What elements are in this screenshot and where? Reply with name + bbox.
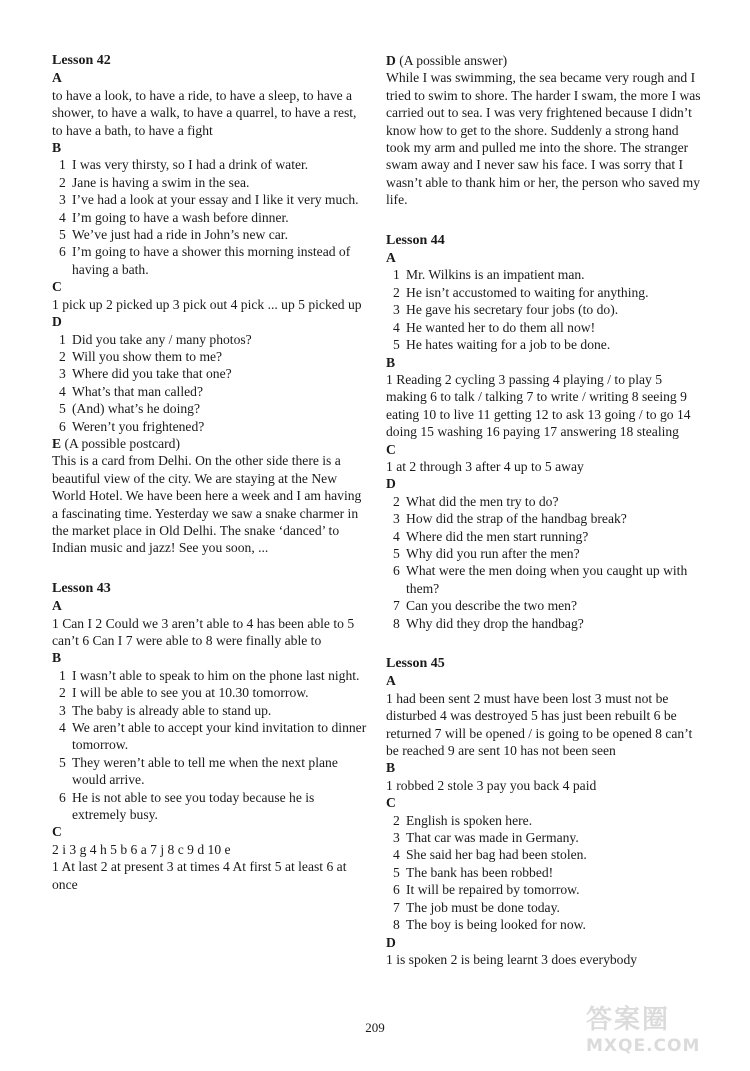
item-number: 4	[59, 720, 66, 736]
item-text: We’ve just had a ride in John’s new car.	[72, 227, 288, 243]
item-number: 8	[393, 615, 400, 631]
lesson-44-a-list	[386, 266, 704, 353]
item-number: 2	[59, 174, 66, 190]
lesson-45-b-text: 1 robbed 2 stole 3 pay you back 4 paid	[386, 777, 597, 793]
lesson-43-c-line2: 1 At last 2 at present 3 at times 4 At first 5 at least 6 at once	[52, 859, 347, 892]
list-item	[52, 174, 370, 191]
section-d-label: D	[52, 314, 62, 330]
item-text: Jane is having a swim in the sea.	[72, 174, 250, 190]
item-text: What’s that man called?	[72, 383, 203, 399]
list-item	[386, 881, 704, 898]
section-e-note: (A possible postcard)	[61, 435, 181, 451]
list-item	[386, 829, 704, 846]
item-number: 5	[393, 864, 400, 880]
section-e-header	[52, 435, 370, 452]
lesson-43-d-text: While I was swimming, the sea became very rough and I tried to swim to shore. The harder I swam, the more I was carried out to sea. I was very frightened because I didn’t know how to get to the shore. Suddenly a strong hand took my arm and pulled me into the shore. The stranger swam away and I never saw his face. I was sorry that I wasn’t able to thank him or her, the person who saved my life.	[386, 70, 701, 208]
list-item	[52, 226, 370, 243]
item-text: The job must be done today.	[406, 899, 560, 915]
lesson-43-title: Lesson 43	[52, 580, 111, 596]
item-text: I was very thirsty, so I had a drink of water.	[72, 157, 309, 173]
item-number: 1	[59, 331, 66, 347]
section-d-label: D	[386, 476, 396, 492]
item-text: He isn’t accustomed to waiting for anything.	[406, 284, 649, 300]
list-item	[52, 667, 370, 684]
list-item	[52, 684, 370, 701]
lesson-42-e-text: This is a card from Delhi. On the other side there is a beautiful view of the city. We are staying at the New World Hotel. We have been here a week and I am having a fascinating time. Yesterday we saw a snake charmer in the market place in Old Delhi. The snake ‘danced’ to Indian music and jazz! See you soon, ...	[52, 453, 362, 556]
lesson-45-d-text: 1 is spoken 2 is being learnt 3 does everybody	[386, 951, 638, 967]
list-item	[52, 400, 370, 417]
item-number: 6	[393, 882, 400, 898]
item-text: He wanted her to do them all now!	[406, 319, 596, 335]
lesson-42-a-text: to have a look, to have a ride, to have a sleep, to have a shower, to have a walk, to have a quarrel, to have a rest, to have a bath, to have a fight	[52, 87, 357, 138]
item-number: 2	[59, 685, 66, 701]
list-item	[386, 493, 704, 510]
list-item	[52, 156, 370, 173]
item-text: She said her bag had been stolen.	[406, 847, 587, 863]
section-d-label: D	[386, 53, 396, 68]
item-text: He is not able to see you today because he is extremely busy.	[72, 789, 315, 823]
lesson-44-title: Lesson 44	[386, 232, 445, 248]
list-item	[52, 754, 370, 789]
lesson-42-b-list	[52, 156, 370, 278]
list-item	[52, 789, 370, 824]
item-number: 4	[393, 847, 400, 863]
item-number: 6	[59, 789, 66, 805]
section-b-label: B	[52, 140, 62, 156]
list-item	[52, 719, 370, 754]
item-text: Mr. Wilkins is an impatient man.	[406, 267, 585, 283]
list-item	[386, 284, 704, 301]
item-number: 3	[393, 302, 400, 318]
item-number: 6	[59, 418, 66, 434]
lesson-42-c-text: 1 pick up 2 picked up 3 pick out 4 pick ... up 5 picked up	[52, 296, 362, 312]
lesson-44-c-text: 1 at 2 through 3 after 4 up to 5 away	[386, 458, 584, 474]
section-c-label: C	[52, 824, 62, 840]
item-number: 3	[393, 830, 400, 846]
lesson-44-b-text: 1 Reading 2 cycling 3 passing 4 playing / to play 5 making 6 to talk / talking 7 to write / writing 8 seeing 9 eating 10 to live 11 getting 12 to ask 13 going / to go 14 doing 15 washing 16 paying 17 answering 18 stealing	[386, 371, 691, 440]
list-item	[386, 562, 704, 597]
item-number: 8	[393, 917, 400, 933]
section-b-label: B	[386, 760, 396, 776]
watermark-top: 答案圈	[586, 1005, 671, 1035]
list-item	[386, 597, 704, 614]
section-c-label: C	[52, 279, 62, 295]
list-item	[386, 301, 704, 318]
item-number: 4	[59, 383, 66, 399]
list-item	[386, 615, 704, 632]
item-text: I’m going to have a shower this morning instead of having a bath.	[72, 244, 351, 277]
lesson-44-d-list	[386, 493, 704, 632]
item-number: 5	[59, 227, 66, 243]
item-text: Will you show them to me?	[72, 348, 223, 364]
list-item	[386, 916, 704, 933]
list-item	[386, 846, 704, 863]
section-b-label: B	[386, 354, 396, 370]
item-number: 4	[393, 319, 400, 335]
item-number: 5	[393, 337, 400, 353]
item-number: 7	[393, 899, 400, 915]
item-text: English is spoken here.	[406, 812, 533, 828]
item-number: 3	[59, 702, 66, 718]
section-a-label: A	[386, 250, 396, 266]
list-item	[52, 383, 370, 400]
right-column	[386, 52, 704, 968]
item-number: 2	[393, 284, 400, 300]
list-item	[386, 510, 704, 527]
item-number: 3	[59, 192, 66, 208]
section-d-note: (A possible answer)	[395, 53, 508, 68]
item-number: 3	[59, 366, 66, 382]
section-c-label: C	[386, 795, 396, 811]
section-a-label: A	[52, 598, 62, 614]
item-text: Can you describe the two men?	[406, 598, 578, 614]
lesson-42-d-list	[52, 331, 370, 435]
item-text: Why did you run after the men?	[406, 545, 580, 561]
item-number: 2	[393, 812, 400, 828]
item-number: 1	[393, 267, 400, 283]
item-text: That car was made in Germany.	[406, 830, 579, 846]
section-e-label: E	[52, 435, 62, 451]
item-text: I will be able to see you at 10.30 tomorrow.	[72, 685, 309, 701]
item-text: He gave his secretary four jobs (to do).	[406, 302, 619, 318]
item-text: The bank has been robbed!	[406, 864, 554, 880]
list-item	[52, 365, 370, 382]
section-a-label: A	[386, 673, 396, 689]
item-number: 4	[393, 528, 400, 544]
list-item	[386, 812, 704, 829]
item-number: 4	[59, 209, 66, 225]
list-item	[386, 319, 704, 336]
list-item	[386, 266, 704, 283]
item-text: I’ve had a look at your essay and I like it very much.	[72, 192, 359, 208]
item-number: 2	[393, 493, 400, 509]
list-item	[386, 336, 704, 353]
lesson-43-b-list	[52, 667, 370, 824]
item-text: Did you take any / many photos?	[72, 331, 252, 347]
watermark-logo	[586, 999, 736, 1055]
list-item	[386, 528, 704, 545]
item-text: The boy is being looked for now.	[406, 917, 586, 933]
item-text: He hates waiting for a job to be done.	[406, 337, 611, 353]
list-item	[386, 864, 704, 881]
item-number: 6	[59, 244, 66, 260]
item-number: 5	[59, 401, 66, 417]
lesson-45-c-list	[386, 812, 704, 934]
item-text: What did the men try to do?	[406, 493, 559, 509]
section-a-label: A	[52, 70, 62, 86]
lesson-43-a-text: 1 Can I 2 Could we 3 aren’t able to 4 has been able to 5 can’t 6 Can I 7 were able to 8 were finally able to	[52, 615, 355, 648]
section-c-label: C	[386, 441, 396, 457]
item-number: 6	[393, 563, 400, 579]
list-item	[386, 899, 704, 916]
list-item	[386, 545, 704, 562]
item-number: 5	[59, 754, 66, 770]
lesson-45-title: Lesson 45	[386, 656, 445, 671]
item-text: Where did you take that one?	[72, 366, 232, 382]
lesson-43-c-line1: 2 i 3 g 4 h 5 b 6 a 7 j 8 c 9 d 10 e	[52, 841, 231, 857]
lesson-42-title: Lesson 42	[52, 53, 111, 68]
item-text: How did the strap of the handbag break?	[406, 511, 627, 527]
item-number: 1	[59, 157, 66, 173]
item-text: I’m going to have a wash before dinner.	[72, 209, 289, 225]
item-number: 3	[393, 511, 400, 527]
item-text: The baby is already able to stand up.	[72, 702, 272, 718]
list-item	[52, 243, 370, 278]
section-d-label: D	[386, 934, 396, 950]
section-d-header	[386, 52, 704, 69]
item-text: Weren’t you frightened?	[72, 418, 205, 434]
item-text: What were the men doing when you caught up with them?	[406, 563, 688, 596]
item-text: They weren’t able to tell me when the next plane would arrive.	[72, 754, 338, 788]
page-number: 209	[365, 1020, 385, 1035]
item-number: 7	[393, 598, 400, 614]
watermark-bottom: MXQE.COM	[586, 1036, 701, 1056]
item-number: 2	[59, 348, 66, 364]
left-column	[52, 52, 370, 893]
item-text: It will be repaired by tomorrow.	[406, 882, 580, 898]
lesson-45-a-text: 1 had been sent 2 must have been lost 3 must not be disturbed 4 was destroyed 5 has just been rebuilt 6 be returned 7 will be opened / is going to be opened 8 can’t be reached 9 are sent 10 has not been seen	[386, 690, 693, 759]
item-text: Why did they drop the handbag?	[406, 615, 584, 631]
item-text: (And) what’s he doing?	[72, 401, 200, 417]
list-item	[52, 191, 370, 208]
item-text: I wasn’t able to speak to him on the phone last night.	[72, 667, 360, 683]
item-text: We aren’t able to accept your kind invitation to dinner tomorrow.	[72, 720, 367, 753]
item-text: Where did the men start running?	[406, 528, 589, 544]
item-number: 5	[393, 545, 400, 561]
list-item	[52, 702, 370, 719]
list-item	[52, 348, 370, 365]
list-item	[52, 331, 370, 348]
list-item	[52, 418, 370, 435]
item-number: 1	[59, 667, 66, 683]
section-b-label: B	[52, 650, 62, 666]
list-item	[52, 209, 370, 226]
